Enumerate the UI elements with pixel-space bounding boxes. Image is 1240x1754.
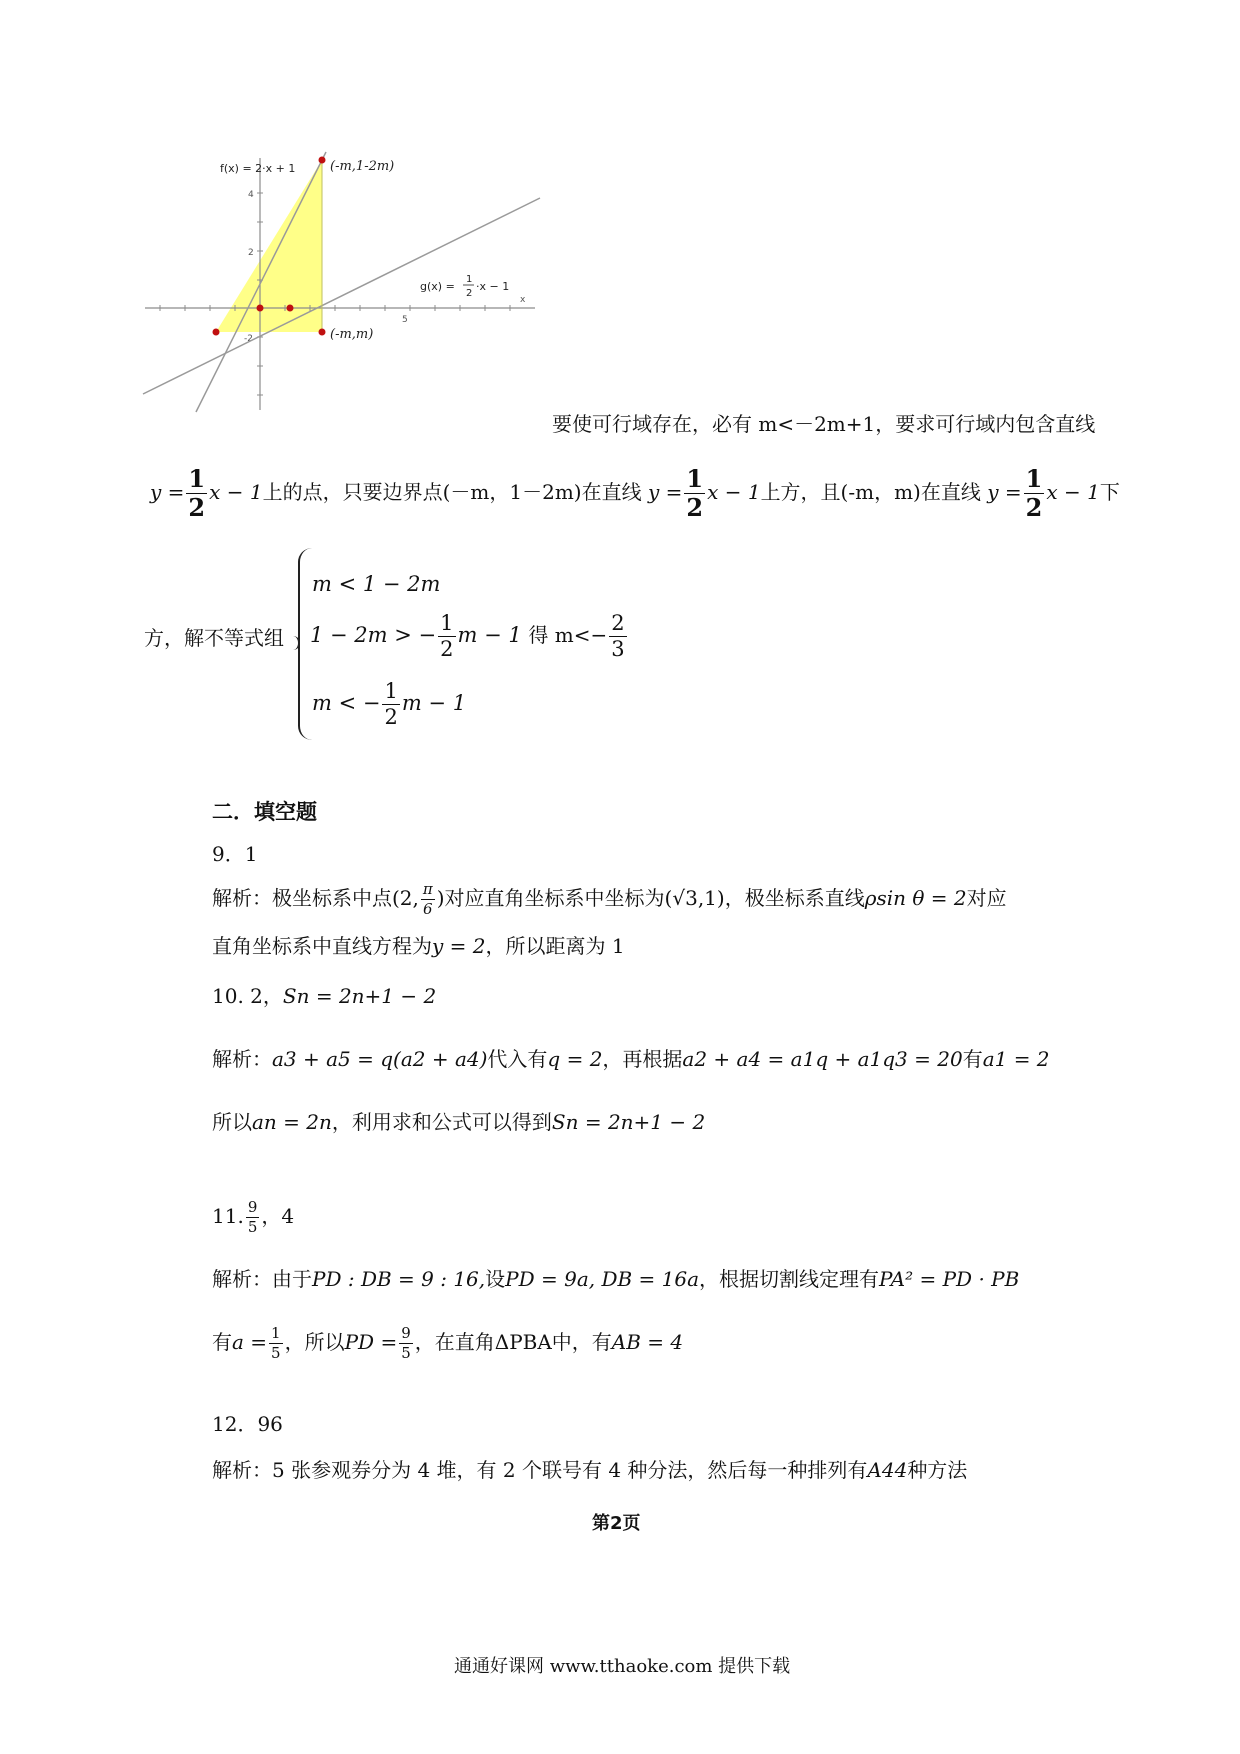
g-label-right: ·x − 1 <box>476 280 510 293</box>
tick-neg2: -2 <box>244 334 253 344</box>
point-top <box>319 157 326 164</box>
q10-line2: 所以an = 2n，利用求和公式可以得到Sn = 2n+1 − 2 <box>212 1110 706 1134</box>
point-bottom-label: (-m,m) <box>330 327 374 342</box>
tick-2: 2 <box>248 248 254 258</box>
footer-credit: 通通好课网 www.tthaoke.com 提供下载 <box>454 1656 791 1677</box>
feasible-region <box>216 160 322 332</box>
system-result: 得 m<− <box>528 623 608 647</box>
para1-line2: y = $\frac{1}{2}$ x − 1上的点，只要边界点(－m，1－2m)在直线 y = $\frac{1}{2}$ x − 1上方，且(-m，m)在直线 y = $\frac{1}{2}$ x − 1下 <box>150 464 1120 522</box>
tick-5: 5 <box>402 315 408 325</box>
system-prefix: 方，解不等式组 <box>144 626 284 650</box>
point-axis <box>287 305 294 312</box>
point-origin <box>257 305 264 312</box>
page-number: 第2页 <box>592 1513 641 1534</box>
system-eq3: m < − $\frac{1}{2}$ m − 1 <box>312 679 467 729</box>
q11-line1: 解析：由于PD : DB = 9 : 16,设PD = 9a, DB = 16a，根据切割线定理有PA² = PD · PB <box>212 1267 1020 1291</box>
system-eq2: 1 − 2m > − $\frac{1}{2}$ m − 1 得 m<− $\frac{2}{3}$ <box>310 611 625 661</box>
g-frac-num: 1 <box>466 274 473 285</box>
q9-line2: 直角坐标系中直线方程为y = 2，所以距离为 1 <box>212 934 625 958</box>
g-frac-den: 2 <box>466 288 473 299</box>
q10-line1: 解析：a3 + a5 = q(a2 + a4)代入有q = 2，再根据a2 + a4 = a1q + a1q3 = 20有a1 = 2 <box>212 1047 1050 1071</box>
q11-answer: 11. $\frac{9}{5}$ ，4 <box>212 1198 295 1236</box>
point-bottom-right <box>319 329 326 336</box>
feasible-region-graph <box>140 150 550 415</box>
para1-line1: 要使可行域存在，必有 m<－2m+1，要求可行域内包含直线 <box>552 412 1096 436</box>
point-bottom-left <box>213 329 220 336</box>
q11-line2: 有a = $\frac{1}{5}$ ，所以PD = $\frac{9}{5}$ ，在直角ΔPBA中，有AB = 4 <box>212 1324 684 1362</box>
point-top-label: (-m,1-2m) <box>330 159 395 174</box>
system-eq1: m < 1 − 2m <box>312 572 441 596</box>
axis-x-label: x <box>520 295 526 305</box>
q12-line1: 解析：5 张参观券分为 4 堆，有 2 个联号有 4 种分法，然后每一种排列有A44种方法 <box>212 1458 968 1482</box>
g-label-left: g(x) = <box>420 280 455 293</box>
q10-answer: 10. 2，Sn = 2n+1 − 2 <box>212 984 437 1008</box>
tick-4: 4 <box>248 190 254 200</box>
q9-answer: 9．1 <box>212 842 258 866</box>
q12-answer: 12．96 <box>212 1412 283 1436</box>
section-title: 二．填空题 <box>212 800 317 824</box>
line-g <box>143 198 540 394</box>
f-label: f(x) = 2·x + 1 <box>220 162 296 175</box>
q9-line1: 解析：极坐标系中点(2, $\frac{\pi}{6}$ )对应直角坐标系中坐标为(√3,1)，极坐标系直线ρsin θ = 2对应 <box>212 880 1007 918</box>
